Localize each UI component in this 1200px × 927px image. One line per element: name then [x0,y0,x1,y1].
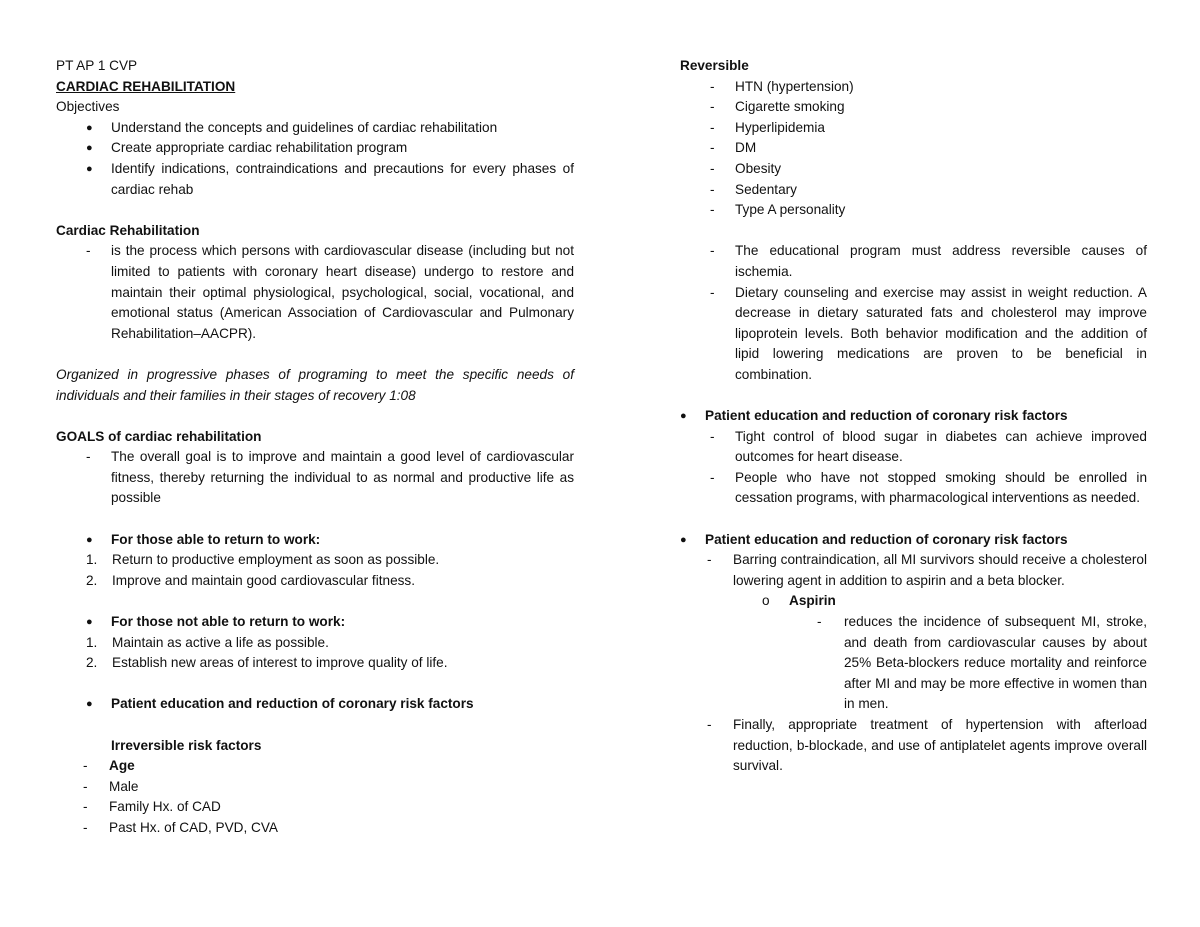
dash-marker: - [710,119,715,135]
dash-marker: - [710,99,715,115]
document-title: CARDIAC REHABILITATION [56,78,236,94]
bullet-marker: ● [86,698,93,711]
objective-item: ● Understand the concepts and guidelines of cardiac rehabilitation [56,118,574,139]
cardiac-rehab-definition: - is the process which persons with cardiovascular disease (including but not limited to patients with coronary heart disease) undergo to restore and maintain their optimal physiological, psychological, social, vocational, and emotional status (American Association of Cardiovascular and Pulmonary Rehabilitation–AACPR). [86,243,574,341]
able-item: 1. Return to productive employment as soon as possible. [86,552,440,568]
reversible-item: - Type A personality [710,200,1147,221]
dash-marker: - [710,160,715,176]
note-item: - Dietary counseling and exercise may assist in weight reduction. A decrease in dietary saturated fats and cholesterol may improve lipoprotein levels. Both behavior modification and the addition of lipid lowering medications are proven to be beneficial in combination. [710,284,1147,382]
reversible-item: - Cigarette smoking [710,97,1147,118]
education-heading-2: ● Patient education and reduction of coronary risk factors [680,530,1147,551]
aspirin-heading: o Aspirin [680,591,1147,612]
dash-marker: - [710,78,715,94]
objective-item: ● Identify indications, contraindications and precautions for every phases of cardiac rehab [56,159,574,200]
reversible-heading: Reversible [680,58,749,73]
cardiac-rehab-heading: Cardiac Rehabilitation [56,222,200,238]
dash-marker: - [710,181,715,197]
dash-marker: - [817,614,822,630]
dash-marker: - [707,717,712,732]
irreversible-item: - Past Hx. of CAD, PVD, CVA [56,818,574,839]
not-able-to-work-heading: ● For those not able to return to work: [56,612,574,633]
education-item: - Tight control of blood sugar in diabetes can achieve improved outcomes for heart disease. [710,428,1147,465]
dash-marker: - [83,758,88,774]
education-item: - People who have not stopped smoking should be enrolled in cessation programs, with pharmacological interventions as needed. [710,469,1147,506]
reversible-item: - DM [710,138,1147,159]
not-able-item: 1. Maintain as active a life as possible. [86,634,329,650]
objective-item: ● Create appropriate cardiac rehabilitation program [56,138,574,159]
education-heading: ● Patient education and reduction of coronary risk factors [56,694,574,715]
irreversible-heading: Irreversible risk factors [111,737,262,753]
finally-item: - Finally, appropriate treatment of hypertension with afterload reduction, b-blockade, and use of antiplatelet agents improve overall survival. [680,715,1147,777]
bullet-marker: ● [86,142,93,155]
note-item: - The educational program must address reversible causes of ischemia. [710,243,1147,279]
able-to-work-heading: ● For those able to return to work: [56,530,574,551]
dash-marker: - [86,449,91,465]
dash-marker: - [710,469,715,485]
dash-marker: - [710,428,715,444]
dash-marker: - [83,778,88,794]
dash-marker: - [707,552,712,568]
bullet-marker: ● [680,410,687,423]
reversible-item: - Obesity [710,159,1147,180]
bullet-marker: ● [86,533,93,546]
right-column [680,56,1147,777]
irreversible-item: - Age [56,756,574,777]
dash-marker: - [710,243,715,259]
dash-marker: - [83,819,88,835]
not-able-item: 2. Establish new areas of interest to improve quality of life. [86,655,448,671]
goals-overall: - The overall goal is to improve and maintain a good level of cardiovascular fitness, thereby returning the individual to as normal and productive life as possible [86,449,574,506]
dash-marker: - [86,243,91,259]
barring-item: - Barring contraindication, all MI survivors should receive a cholesterol lowering agent in addition to aspirin and a beta blocker. [680,550,1147,591]
dash-marker: - [710,140,715,156]
education-heading-1: ● Patient education and reduction of coronary risk factors [680,406,1147,427]
bullet-marker: ● [680,533,687,546]
aspirin-item: - reduces the incidence of subsequent MI, stroke, and death from cardiovascular causes by about 25% Beta-blockers reduce mortality and reinforce after MI and may be more effective in women than in men. [680,612,1147,715]
able-item: 2. Improve and maintain good cardiovascular fitness. [86,572,415,588]
dash-marker: - [710,202,715,218]
objectives-heading: Objectives [56,99,120,115]
bullet-marker: ● [86,162,93,175]
goals-heading: GOALS of cardiac rehabilitation [56,428,262,444]
dash-marker: - [710,284,715,300]
reversible-item: - Hyperlipidemia [710,118,1147,139]
reversible-item: - HTN (hypertension) [710,77,1147,98]
course-code: PT AP 1 CVP [56,58,138,73]
organized-note: Organized in progressive phases of programing to meet the specific needs of individuals and their families in their stages of recovery 1:08 [56,366,574,403]
dash-marker: - [83,799,88,815]
reversible-item: - Sedentary [710,180,1147,201]
bullet-marker: ● [86,121,93,134]
left-column [56,56,574,839]
bullet-marker: ● [86,616,93,629]
irreversible-item: - Male [56,777,574,798]
irreversible-item: - Family Hx. of CAD [56,797,574,818]
circle-marker: o [762,593,770,609]
